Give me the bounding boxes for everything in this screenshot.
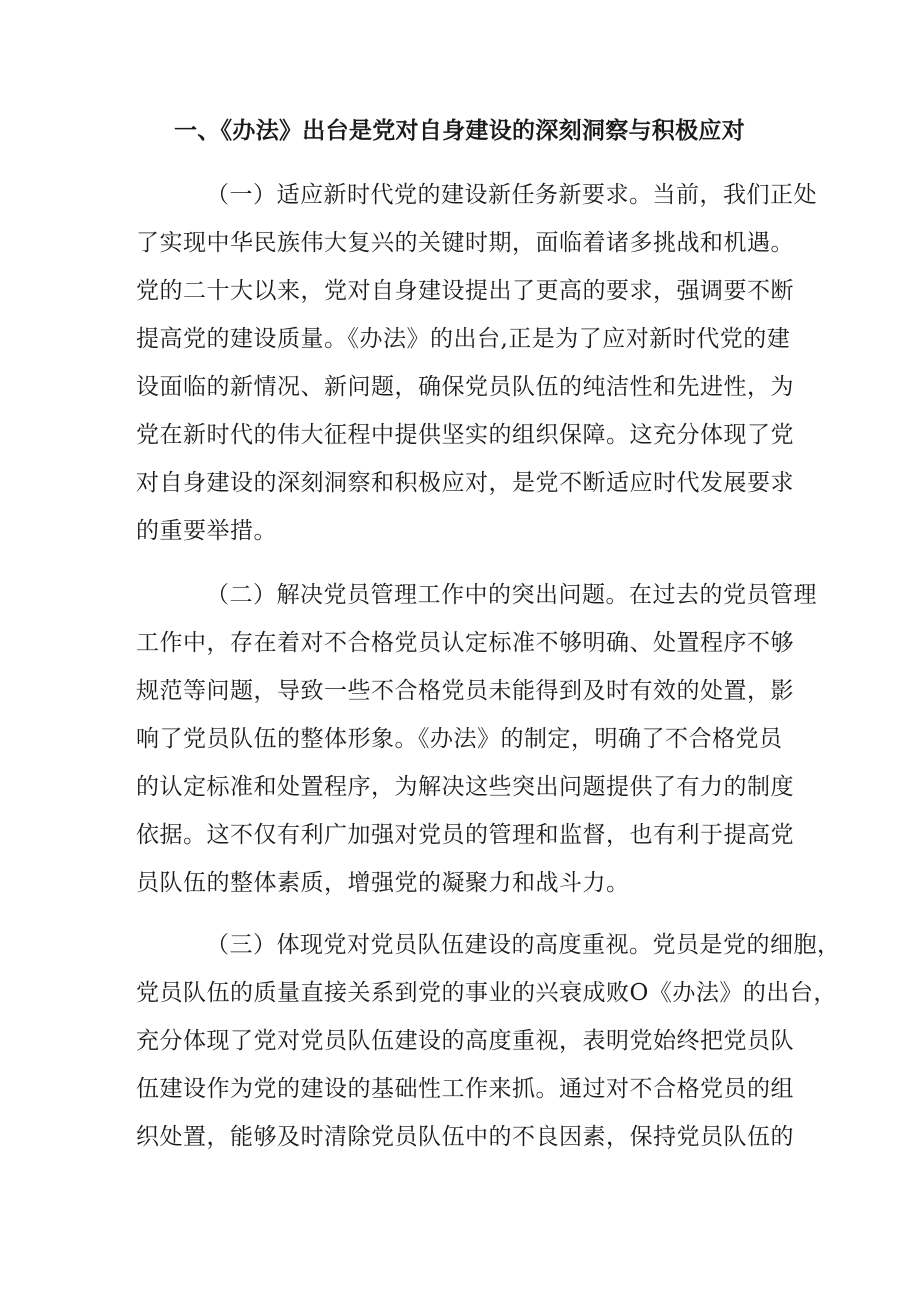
paragraph-line: 充分体现了党对党员队伍建设的高度重视，表明党始终把党员队 bbox=[136, 1028, 794, 1054]
paragraph-line: 了实现中华民族伟大复兴的关键时期，面临着诸多挑战和机遇。 bbox=[136, 230, 794, 256]
paragraph-line: 织处置，能够及时清除党员队伍中的不良因素，保持党员队伍的 bbox=[136, 1124, 794, 1150]
paragraph-line: 工作中，存在着对不合格党员认定标准不够明确、处置程序不够 bbox=[136, 630, 794, 656]
paragraph-line: 提高党的建设质量。《办法》的出台,正是为了应对新时代党的建 bbox=[136, 326, 791, 352]
paragraph-line: （二）解决党员管理工作中的突出问题。在过去的党员管理 bbox=[206, 582, 817, 608]
paragraph-line: 设面临的新情况、新问题，确保党员队伍的纯洁性和先进性，为 bbox=[136, 374, 794, 400]
paragraph-2 bbox=[136, 571, 816, 907]
paragraph-line: 规范等问题，导致一些不合格党员未能得到及时有效的处置，影 bbox=[136, 678, 794, 704]
paragraph-line: 响了党员队伍的整体形象。《办法》的制定，明确了不合格党员 bbox=[136, 726, 783, 752]
paragraph-line: （一）适应新时代党的建设新任务新要求。当前，我们正处 bbox=[206, 182, 817, 208]
section-heading: 一、《办法》出台是党对自身建设的深刻洞察与积极应对 bbox=[174, 117, 745, 144]
paragraph-line: 伍建设作为党的建设的基础性工作来抓。通过对不合格党员的组 bbox=[136, 1076, 794, 1102]
paragraph-line: 的认定标准和处置程序，为解决这些突出问题提供了有力的制度 bbox=[136, 774, 794, 800]
paragraph-line: 党员队伍的质量直接关系到党的事业的兴衰成败O《办法》的出台， bbox=[136, 980, 837, 1006]
paragraph-3 bbox=[136, 921, 841, 1161]
paragraph-line: （三）体现党对党员队伍建设的高度重视。党员是党的细胞， bbox=[206, 932, 841, 958]
paragraph-line: 依据。这不仅有利广加强对党员的管理和监督，也有利于提高党 bbox=[136, 822, 794, 848]
paragraph-line: 员队伍的整体素质，增强党的凝聚力和战斗力。 bbox=[136, 870, 630, 896]
paragraph-line: 党的二十大以来，党对自身建设提出了更高的要求，强调要不断 bbox=[136, 278, 794, 304]
paragraph-line: 的重要举措。 bbox=[136, 518, 277, 544]
paragraph-line: 党在新时代的伟大征程中提供坚实的组织保障。这充分体现了党 bbox=[136, 422, 794, 448]
paragraph-line: 对自身建设的深刻洞察和积极应对，是党不断适应时代发展要求 bbox=[136, 470, 794, 496]
paragraph-1 bbox=[136, 171, 816, 555]
